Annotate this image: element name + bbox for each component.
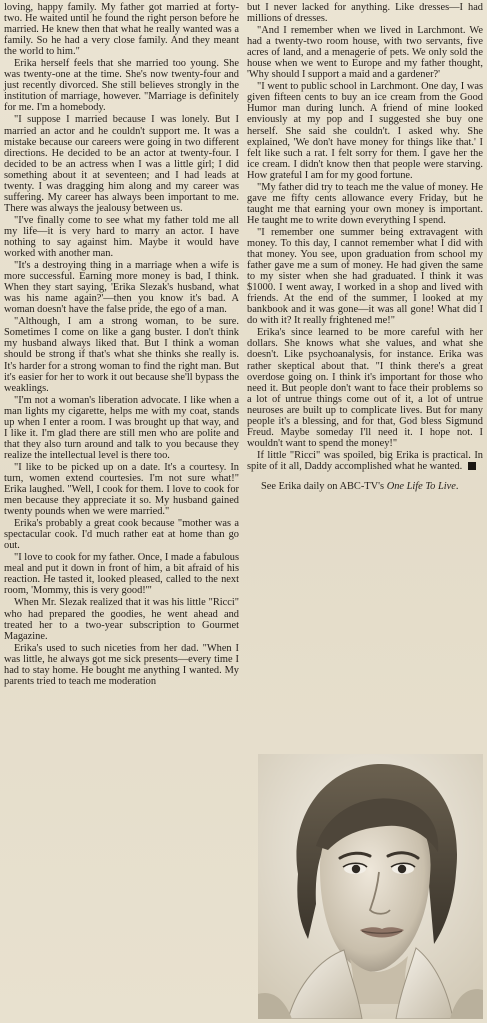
paragraph: "My father did try to teach me the value of money. He gave me fifty cents allowance every Friday, but he taught me that earning your own money is important. He taught me to write down everything I spend. [247, 181, 483, 226]
paragraph: Erika's used to such niceties from her dad. "When I was little, he always got me sick presents—every time I had to stay home. He bought me anything I wanted. My parents tried to teach me moderation [4, 642, 239, 687]
paragraph: but I never lacked for anything. Like dresses—I had millions of dresses. [247, 2, 483, 25]
paragraph: "I'm not a woman's liberation advocate. I like when a man lights my cigarette, helps me with my coat, stands up when I enter a room. I was brought up that way, and I like it. I'm glad there are still men who are polite and that they also turn around and talk to you because they realize the intellectual level is there too. [4, 394, 239, 461]
paragraph: "I remember one summer being extravagent with money. To this day, I cannot remember what I did with that money. You see, upon graduation from school my father gave me a sum of money. He had given the same to my sister when she had graduated. I think it was $1000. I went away, I worked in a shop and lived with friends. At the end of the summer, I looked at my bankbook and it was gone—it was all gone! What did I do with it? It really frightened me!" [247, 226, 483, 327]
left-column [4, 2, 239, 687]
paragraph: When Mr. Slezak realized that it was his little "Ricci" who had prepared the goodies, he went ahead and treated her to a two-year subscription to Gourmet Magazine. [4, 597, 239, 642]
paragraph: "I suppose I married because I was lonely. But I married an actor and he couldn't support me. It was a mistake because our careers were going in two different directions. He decided to be an actor at twenty-four. I decided to be an actress when I was a little girl; I did something about it at seventeen; and I had leads at twenty. I was dragging him along and my career was suffering. My career has always been important to me. There was always the jealousy between us. [4, 114, 239, 214]
portrait-illustration [258, 754, 483, 1019]
paragraph: "It's a destroying thing in a marriage when a wife is more successful. Earning more money is bad, I think. When they start saying, 'Erika Slezak's husband, what was his name again?'—then you know it's bad. A woman doesn't have the false pride, the ego of a man. [4, 260, 239, 316]
promo-line [247, 481, 483, 492]
show-title: One Life To Live [386, 480, 456, 492]
closing-text: If little "Ricci" was spoiled, big Erika is practical. In spite of it all, Daddy accomplished what he wanted. [247, 449, 483, 472]
paragraph: Erika's since learned to be more careful with her dollars. She knows what she values, and what she doesn't. Like psychoanalysis, for instance. Erika was rather skeptical about that. "I think there's a great overdose going on. I think it's important for those who need it. But people don't want to face their problems so a lot of untrue things come out of it, a lot of untrue neuroses are built up to complicate lives. But for many people it's a blessing, and for that, God bless Sigmund Freud. Maybe someday I'll need it. I hope not. I wouldn't want to spend the money!" [247, 327, 483, 449]
paragraph: loving, happy family. My father got married at forty-two. He waited until he found the right person before he married. He knew then that what he really wanted was a family. So he had a very close family. And they meant the world to him." [4, 2, 239, 58]
end-of-article-mark [468, 462, 476, 470]
right-column [247, 2, 483, 492]
promo-prefix: See Erika daily on ABC-TV's [261, 480, 387, 492]
paragraph: "I love to cook for my father. Once, I made a fabulous meal and put it down in front of him, a bit afraid of his reaction. He tasted it, looked pleased, called to the next room, 'Mommy, this is very good!'" [4, 552, 239, 597]
portrait-photo [258, 754, 483, 1019]
promo-suffix: . [455, 480, 459, 492]
paragraph: "I went to public school in Larchmont. One day, I was given fifteen cents to buy an ice cream from the Good Humor man during lunch. A friend of mine looked enviously at my pop and I suggested she buy one herself. She said she couldn't. I asked why. She explained, 'We don't have money for things like that.' I felt like such a rat. I felt sorry for them. I gave her the ice cream. I didn't know then that people were starving. How grateful I am for my good fortune. [247, 81, 483, 181]
paragraph: "I like to be picked up on a date. It's a courtesy. In turn, women extend courtesies. I'm not sure what!" Erika laughed. "Well, I cook for them. I love to cook for men because they appreciate it so. My husband gained twenty pounds when we were married." [4, 461, 239, 518]
closing-paragraph [247, 450, 483, 472]
paragraph: "I've finally come to see what my father told me all my life—it is very hard to marry an actor. I have nothing to say against him. Maybe it would have worked with another man. [4, 214, 239, 260]
paragraph: Erika herself feels that she married too young. She was twenty-one at the time. She's now twenty-four and just recently divorced. She still believes strongly in the institution of marriage, however. "Marriage is definitely for me. I'm a homebody. [4, 58, 239, 114]
paragraph: "Although, I am a strong woman, to be sure. Sometimes I come on like a gang buster. I don't think my husband always liked that. But I think a woman should be strong if that's what she thinks she really is. It's harder for a strong woman to find the right man. But it's easier for her to work it out because she'll bypass the weaklings. [4, 316, 239, 394]
paragraph: Erika's probably a great cook because "mother was a spectacular cook. I'd much rather eat at home than go out. [4, 518, 239, 552]
paragraph: "And I remember when we lived in Larchmont. We had a twenty-two room house, with two servants, five acres of land, and a menagerie of pets. We only sold the house when we went to Europe and my father thought, 'Why should I support a maid and a gardener?' [247, 25, 483, 81]
